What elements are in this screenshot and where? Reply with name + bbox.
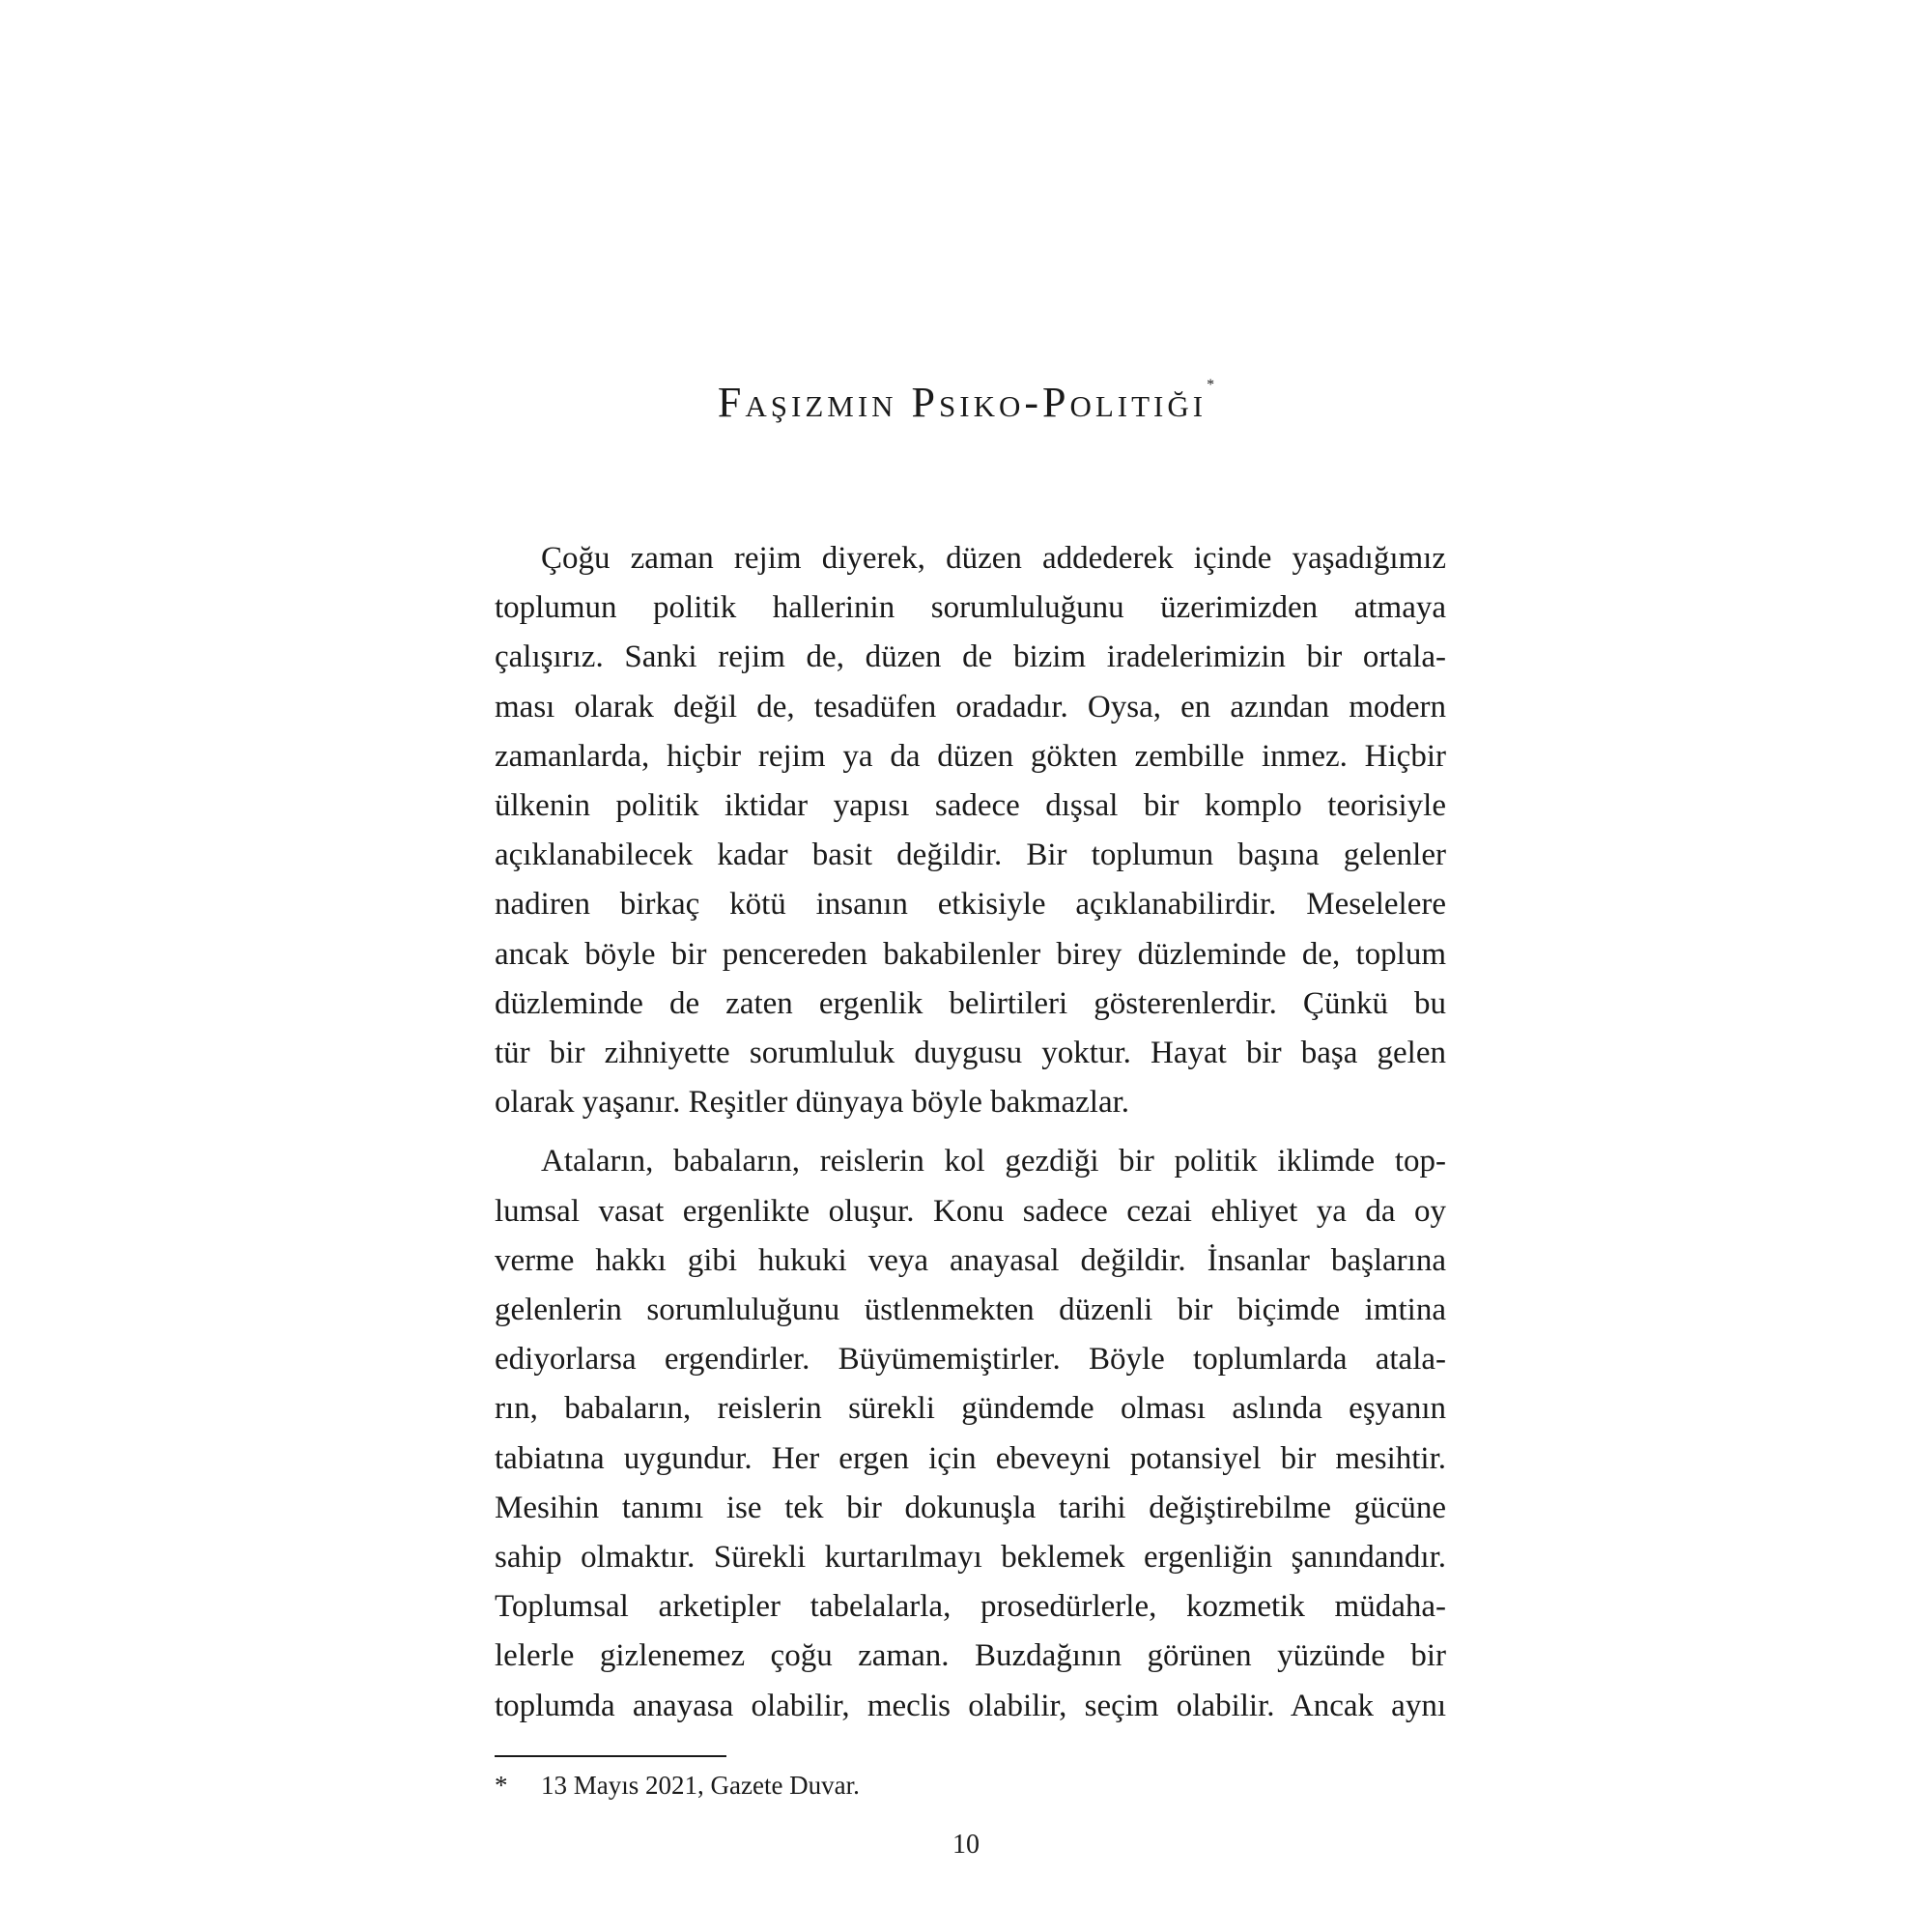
text-line: çalışırız. Sanki rejim de, düzen de bizim iradelerimizin bir ortala- xyxy=(495,639,1446,675)
text-line: nadiren birkaç kötü insanın etkisiyle açıklanabilirdir. Meselelere xyxy=(495,887,1446,923)
title-footnote-marker: * xyxy=(1207,377,1215,393)
text-line: toplumda anayasa olabilir, meclis olabilir, seçim olabilir. Ancak aynı xyxy=(495,1688,1446,1723)
text-line: gelenlerin sorumluluğunu üstlenmekten düzenli bir biçimde imtina xyxy=(495,1293,1446,1328)
text-line: açıklanabilecek kadar basit değildir. Bir toplumun başına gelenler xyxy=(495,838,1446,873)
footnote-divider xyxy=(495,1755,726,1757)
footnote-text: 13 Mayıs 2021, Gazete Duvar. xyxy=(541,1771,860,1800)
text-line: rın, babaların, reislerin sürekli gündemde olması aslında eşyanın xyxy=(495,1391,1446,1427)
text-line: lelerle gizlenemez çoğu zaman. Buzdağının görünen yüzünde bir xyxy=(495,1638,1446,1674)
text-line: tür bir zihniyette sorumluluk duygusu yoktur. Hayat bir başa gelen xyxy=(495,1036,1446,1071)
paragraph-2 xyxy=(495,1137,1446,1730)
chapter-title xyxy=(0,377,1932,427)
body-text xyxy=(495,534,1446,1741)
page-number: 10 xyxy=(952,1830,980,1860)
text-line: Mesihin tanımı ise tek bir dokunuşla tarihi değiştirebilme gücüne xyxy=(495,1490,1446,1525)
text-line: zamanlarda, hiçbir rejim ya da düzen gökten zembille inmez. Hiçbir xyxy=(495,738,1446,774)
text-line: Toplumsal arketipler tabelalarla, prosedürlerle, kozmetik müdaha- xyxy=(495,1589,1446,1625)
footnote xyxy=(495,1766,860,1804)
text-line: sahip olmaktır. Sürekli kurtarılmayı beklemek ergenliğin şanındandır. xyxy=(495,1540,1446,1576)
text-line: ediyorlarsa ergendirler. Büyümemiştirler. Böyle toplumlarda atala- xyxy=(495,1342,1446,1378)
text-line: olarak yaşanır. Reşitler dünyaya böyle bakmazlar. xyxy=(495,1085,1130,1121)
text-line: ülkenin politik iktidar yapısı sadece dışsal bir komplo teorisiyle xyxy=(495,788,1446,824)
text-line: Ataların, babaların, reislerin kol gezdiği bir politik iklimde top- xyxy=(541,1144,1446,1179)
chapter-title-text: Faşizmin Psiko-Politiği xyxy=(717,379,1208,426)
text-line: toplumun politik hallerinin sorumluluğunu üzerimizden atmaya xyxy=(495,590,1446,626)
footnote-marker: * xyxy=(495,1771,508,1800)
paragraph-1 xyxy=(495,534,1446,1127)
text-line: ması olarak değil de, tesadüfen oradadır. Oysa, en azından modern xyxy=(495,689,1446,724)
text-line: lumsal vasat ergenlikte oluşur. Konu sadece cezai ehliyet ya da oy xyxy=(495,1193,1446,1229)
text-line: düzleminde de zaten ergenlik belirtileri gösterenlerdir. Çünkü bu xyxy=(495,985,1446,1021)
text-line: Çoğu zaman rejim diyerek, düzen addederek içinde yaşadığımız xyxy=(541,541,1446,576)
text-line: ancak böyle bir pencereden bakabilenler birey düzleminde de, toplum xyxy=(495,936,1446,972)
text-line: tabiatına uygundur. Her ergen için ebeveyni potansiyel bir mesihtir. xyxy=(495,1440,1446,1476)
text-line: verme hakkı gibi hukuki veya anayasal değildir. İnsanlar başlarına xyxy=(495,1242,1446,1278)
